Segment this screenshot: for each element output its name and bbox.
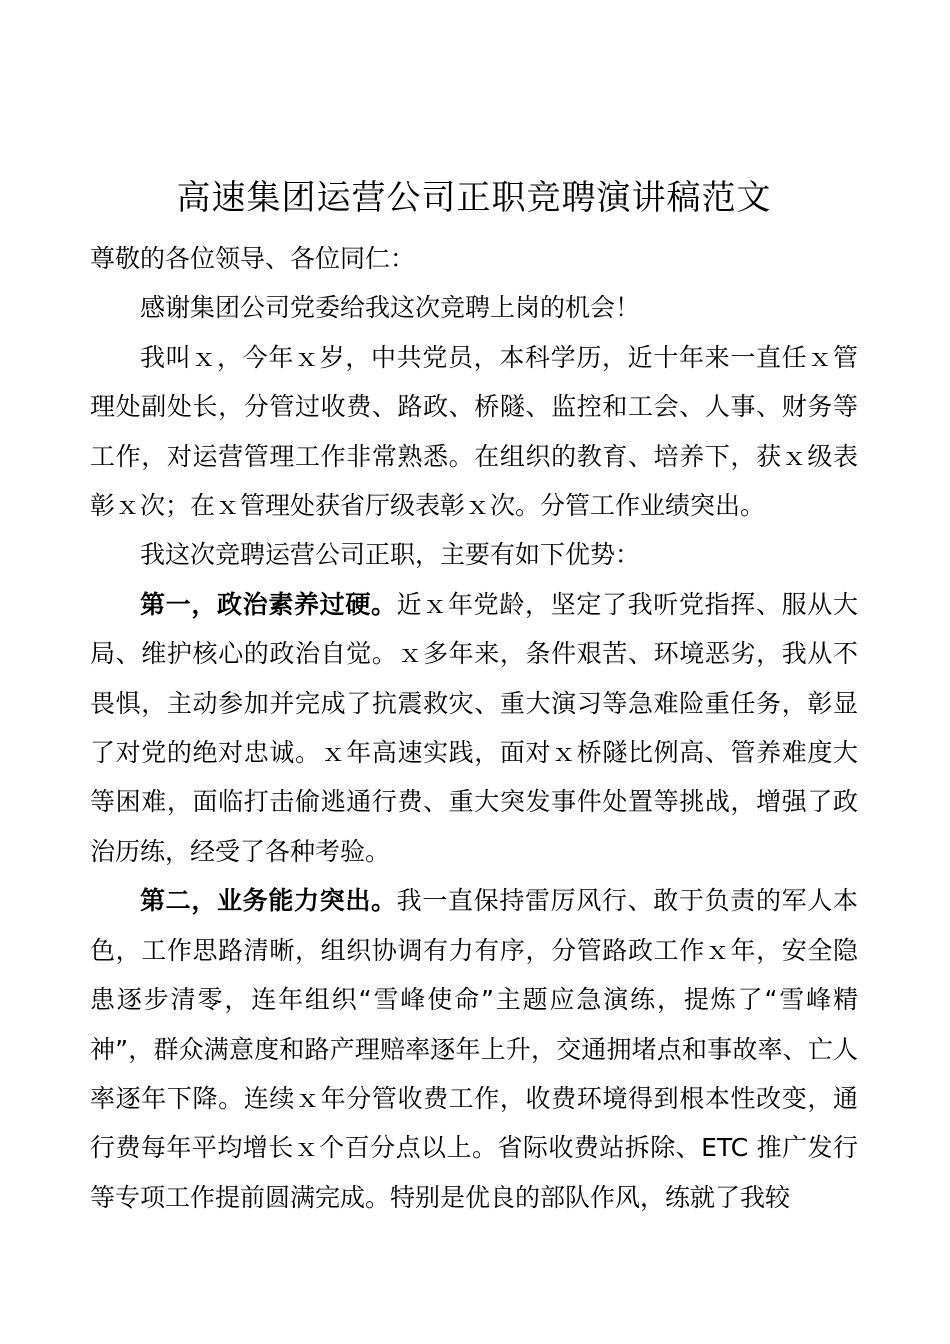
paragraph-thanks [90, 283, 858, 332]
document-title: 高速集团运营公司正职竞聘演讲稿范文 [176, 178, 772, 218]
paragraph-text: 我叫ｘ，今年ｘ岁，中共党员，本科学历，近十年来一直任ｘ管理处副处长，分管过收费、路政、桥隧、监控和工会、人事、财务等工作，对运营管理工作非常熟悉。在组织的教育、培养下，获ｘ级表彰ｘ次；在ｘ管理处获省厅级表彰ｘ次。分管工作业绩突出。 [90, 342, 858, 521]
paragraph-advantages-intro [90, 530, 858, 579]
paragraph-advantage-political [90, 580, 858, 876]
paragraph-text: 我一直保持雷厉风行、敢于负责的军人本色，工作思路清晰，组织协调有力有序，分管路政工作ｘ年，安全隐患逐步清零，连年组织“雪峰使命”主题应急演练，提炼了“雪峰精神”，群众满意度和路产理赔率逐年上升，交通拥堵点和事故率、亡人率逐年下降。连续ｘ年分管收费工作，收费环境得到根本性改变，通行费每年平均增长ｘ个百分点以上。省际收费站拆除、ETC 推广发行等专项工作提前圆满完成。特别是优良的部队作风，练就了我较 [90, 886, 858, 1212]
document-body [90, 234, 858, 1222]
paragraph-lead: 第一，政治素养过硬。 [140, 589, 397, 619]
paragraph-text: 感谢集团公司党委给我这次竞聘上岗的机会！ [140, 293, 641, 323]
salutation: 尊敬的各位领导、各位同仁： [90, 244, 416, 273]
paragraph-lead: 第二，业务能力突出。 [140, 886, 397, 916]
paragraph-self-intro [90, 333, 858, 531]
paragraph-text: 我这次竞聘运营公司正职，主要有如下优势： [140, 540, 641, 570]
document-page [90, 0, 858, 1344]
paragraph-text: 近ｘ年党龄，坚定了我听党指挥、服从大局、维护核心的政治自觉。ｘ多年来，条件艰苦、环境恶劣，我从不畏惧，主动参加并完成了抗震救灾、重大演习等急难险重任务，彰显了对党的绝对忠诚。ｘ年高速实践，面对ｘ桥隧比例高、管养难度大等困难，面临打击偷逃通行费、重大突发事件处置等挑战，增强了政治历练，经受了各种考验。 [90, 589, 858, 866]
paragraph-advantage-business [90, 876, 858, 1222]
